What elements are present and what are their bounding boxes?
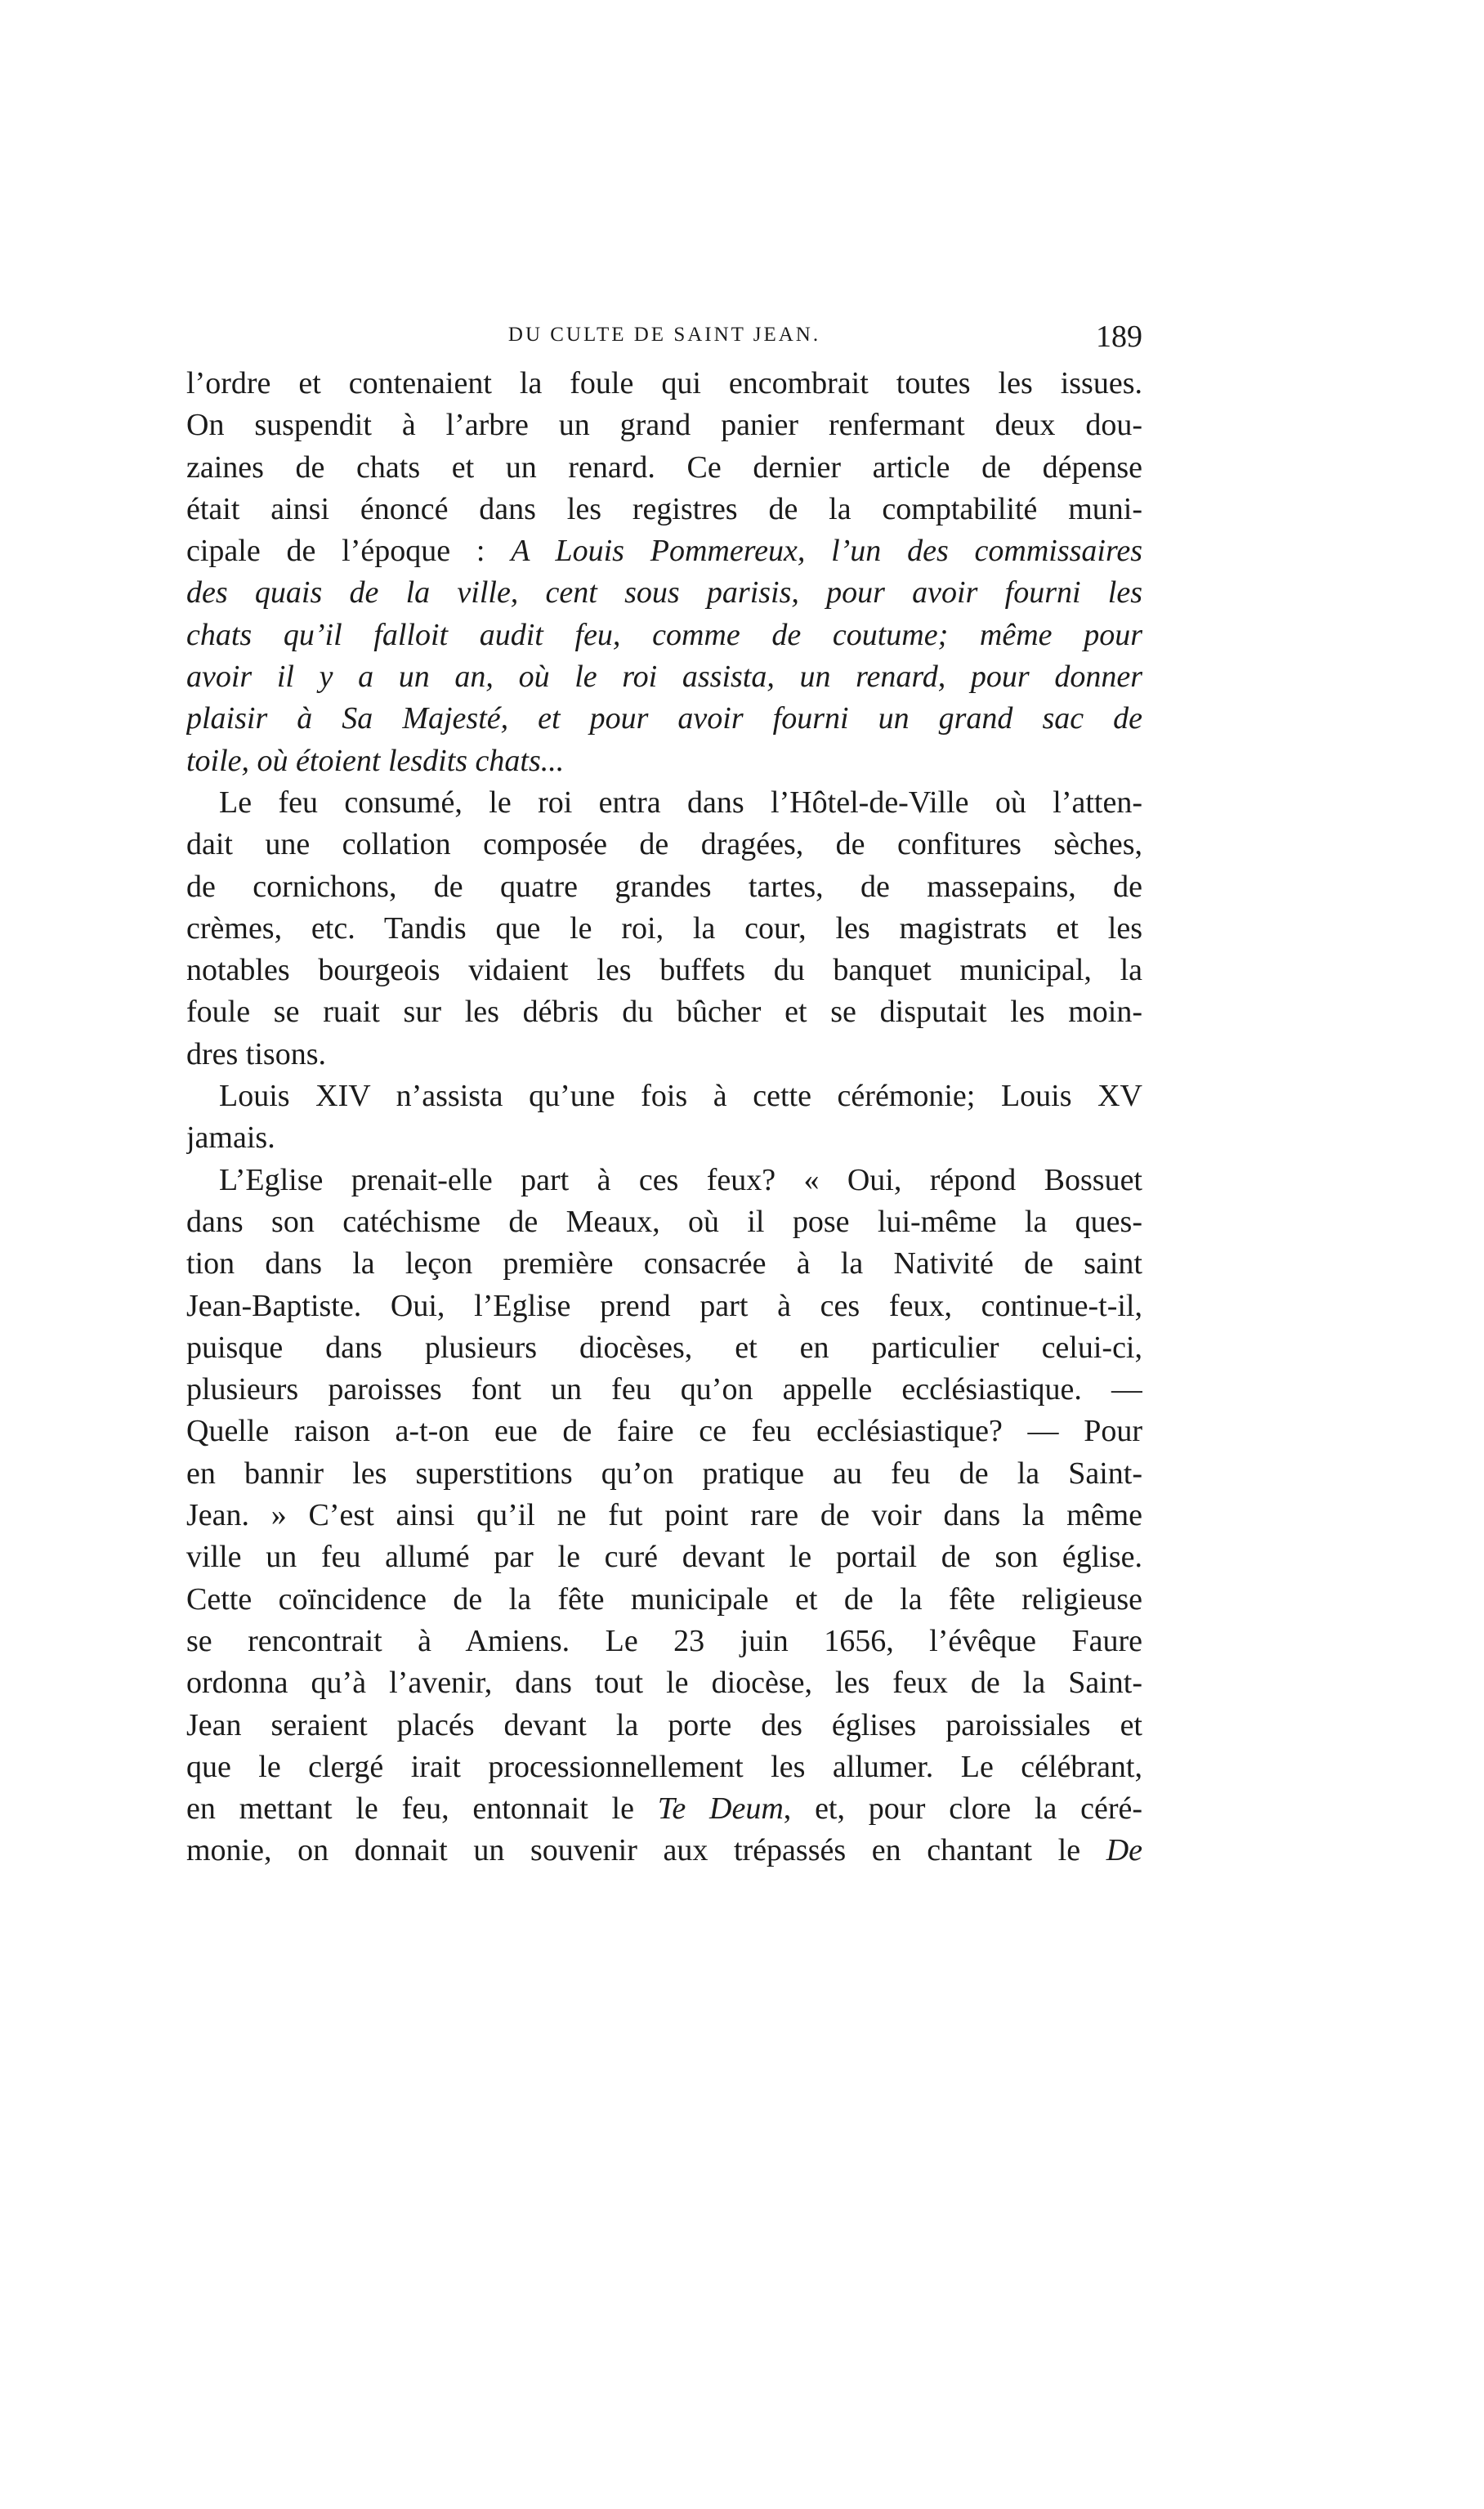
text-line xyxy=(186,489,1142,530)
text-line xyxy=(186,698,1142,740)
text-segment: était ainsi énoncé dans les registres de la comptabilité muni- xyxy=(186,491,1142,526)
text-line xyxy=(186,1621,1142,1662)
text-segment: Le feu consumé, le roi entra dans l’Hôtel-de-Ville où l’atten- xyxy=(219,785,1142,820)
text-line xyxy=(186,1160,1142,1201)
text-segment: l’ordre et contenaient la foule qui encombrait toutes les issues. xyxy=(186,366,1142,400)
text-line xyxy=(186,1705,1142,1746)
text-line xyxy=(186,1286,1142,1327)
text-line xyxy=(186,824,1142,865)
text-segment: puisque dans plusieurs diocèses, et en particulier celui-ci, xyxy=(186,1330,1142,1365)
page-number: 189 xyxy=(1096,320,1142,354)
text-segment: L’Eglise prenait-elle part à ces feux? « Oui, répond Bossuet xyxy=(219,1162,1142,1197)
text-line xyxy=(186,1369,1142,1411)
text-line xyxy=(186,1579,1142,1621)
text-segment: Jean seraient placés devant la porte des églises paroissiales et xyxy=(186,1707,1142,1742)
text-segment: cipale de l’époque : xyxy=(186,534,512,569)
text-segment: zaines de chats et un renard. Ce dernier article de dépense xyxy=(186,449,1142,485)
italic-text-segment: plaisir à Sa Majesté, et pour avoir fourni un grand sac de xyxy=(186,701,1142,736)
text-segment: de cornichons, de quatre grandes tartes, de massepains, de xyxy=(186,869,1142,904)
text-line xyxy=(186,1495,1142,1536)
text-segment: foule se ruait sur les débris du bûcher et se disputait les moin- xyxy=(186,995,1142,1030)
text-segment: tion dans la leçon première consacrée à la Nativité de saint xyxy=(186,1246,1142,1281)
running-head xyxy=(186,319,1142,358)
text-segment: plusieurs paroisses font un feu qu’on appelle ecclésiastique. — xyxy=(186,1372,1142,1407)
text-line xyxy=(186,950,1142,991)
text-line xyxy=(186,1746,1142,1788)
text-line xyxy=(186,1453,1142,1495)
text-segment: Quelle raison a-t-on eue de faire ce feu ecclésiastique? — Pour xyxy=(186,1414,1142,1449)
text-segment: Jean. » C’est ainsi qu’il ne fut point rare de voir dans la même xyxy=(186,1498,1142,1533)
text-line xyxy=(186,866,1142,908)
text-line xyxy=(186,615,1142,656)
text-segment: se rencontrait à Amiens. Le 23 juin 1656, l’évêque Faure xyxy=(186,1623,1142,1658)
text-line xyxy=(186,1411,1142,1452)
text-segment: en mettant le feu, entonnait le xyxy=(186,1791,658,1827)
text-segment: ville un feu allumé par le curé devant le portail de son église. xyxy=(186,1540,1142,1575)
text-segment: Jean-Baptiste. Oui, l’Eglise prend part à ces feux, continue-t-il, xyxy=(186,1288,1142,1323)
text-line xyxy=(186,1830,1142,1872)
text-line xyxy=(186,1788,1142,1830)
text-line xyxy=(186,1201,1142,1243)
text-line xyxy=(186,572,1142,614)
text-line xyxy=(186,991,1142,1033)
text-segment: On suspendit à l’arbre un grand panier renfermant deux dou- xyxy=(186,408,1142,443)
text-line xyxy=(186,363,1142,405)
text-segment: dres tisons. xyxy=(186,1036,326,1071)
text-line xyxy=(186,782,1142,824)
text-segment: Cette coïncidence de la fête municipale et de la fête religieuse xyxy=(186,1581,1142,1617)
italic-text-segment: toile, où étoient lesdits chats... xyxy=(186,743,565,778)
text-segment: Louis XIV n’assista qu’une fois à cette cérémonie; Louis XV xyxy=(219,1079,1142,1114)
text-segment: ordonna qu’à l’avenir, dans tout le diocèse, les feux de la Saint- xyxy=(186,1666,1142,1701)
text-line xyxy=(186,1034,1142,1076)
text-segment: que le clergé irait processionnellement les allumer. Le célébrant, xyxy=(186,1749,1142,1784)
italic-text-segment: des quais de la ville, cent sous parisis, pour avoir fourni les xyxy=(186,575,1142,610)
text-line xyxy=(186,1076,1142,1117)
text-segment: notables bourgeois vidaient les buffets du banquet municipal, la xyxy=(186,953,1142,988)
text-line xyxy=(186,447,1142,489)
text-segment: dait une collation composée de dragées, de confitures sèches, xyxy=(186,827,1142,862)
text-segment: dans son catéchisme de Meaux, où il pose lui-même la ques- xyxy=(186,1204,1142,1239)
text-line xyxy=(186,405,1142,446)
running-title: DU CULTE DE SAINT JEAN. xyxy=(507,324,821,346)
text-segment: jamais. xyxy=(186,1120,275,1156)
text-segment: monie, on donnait un souvenir aux trépassés en chantant le xyxy=(186,1833,1106,1868)
text-segment: , et, pour clore la céré- xyxy=(783,1791,1142,1827)
text-line xyxy=(186,740,1142,782)
text-line xyxy=(186,908,1142,950)
text-line xyxy=(186,1243,1142,1285)
body-text xyxy=(186,363,1142,1872)
text-segment: en bannir les superstitions qu’on pratique au feu de la Saint- xyxy=(186,1456,1142,1491)
italic-text-segment: avoir il y a un an, où le roi assista, un renard, pour donner xyxy=(186,660,1142,695)
text-segment: crèmes, etc. Tandis que le roi, la cour, les magistrats et les xyxy=(186,910,1142,946)
text-line xyxy=(186,1117,1142,1159)
italic-text-segment: chats qu’il falloit audit feu, comme de coutume; même pour xyxy=(186,617,1142,652)
text-line xyxy=(186,1327,1142,1369)
italic-text-segment: A Louis Pommereux, l’un des commissaires xyxy=(511,534,1142,569)
text-line xyxy=(186,1662,1142,1704)
italic-text-segment: Te Deum xyxy=(657,1791,784,1827)
text-line xyxy=(186,530,1142,572)
text-line xyxy=(186,1536,1142,1578)
text-line xyxy=(186,656,1142,698)
italic-text-segment: De xyxy=(1106,1833,1142,1868)
